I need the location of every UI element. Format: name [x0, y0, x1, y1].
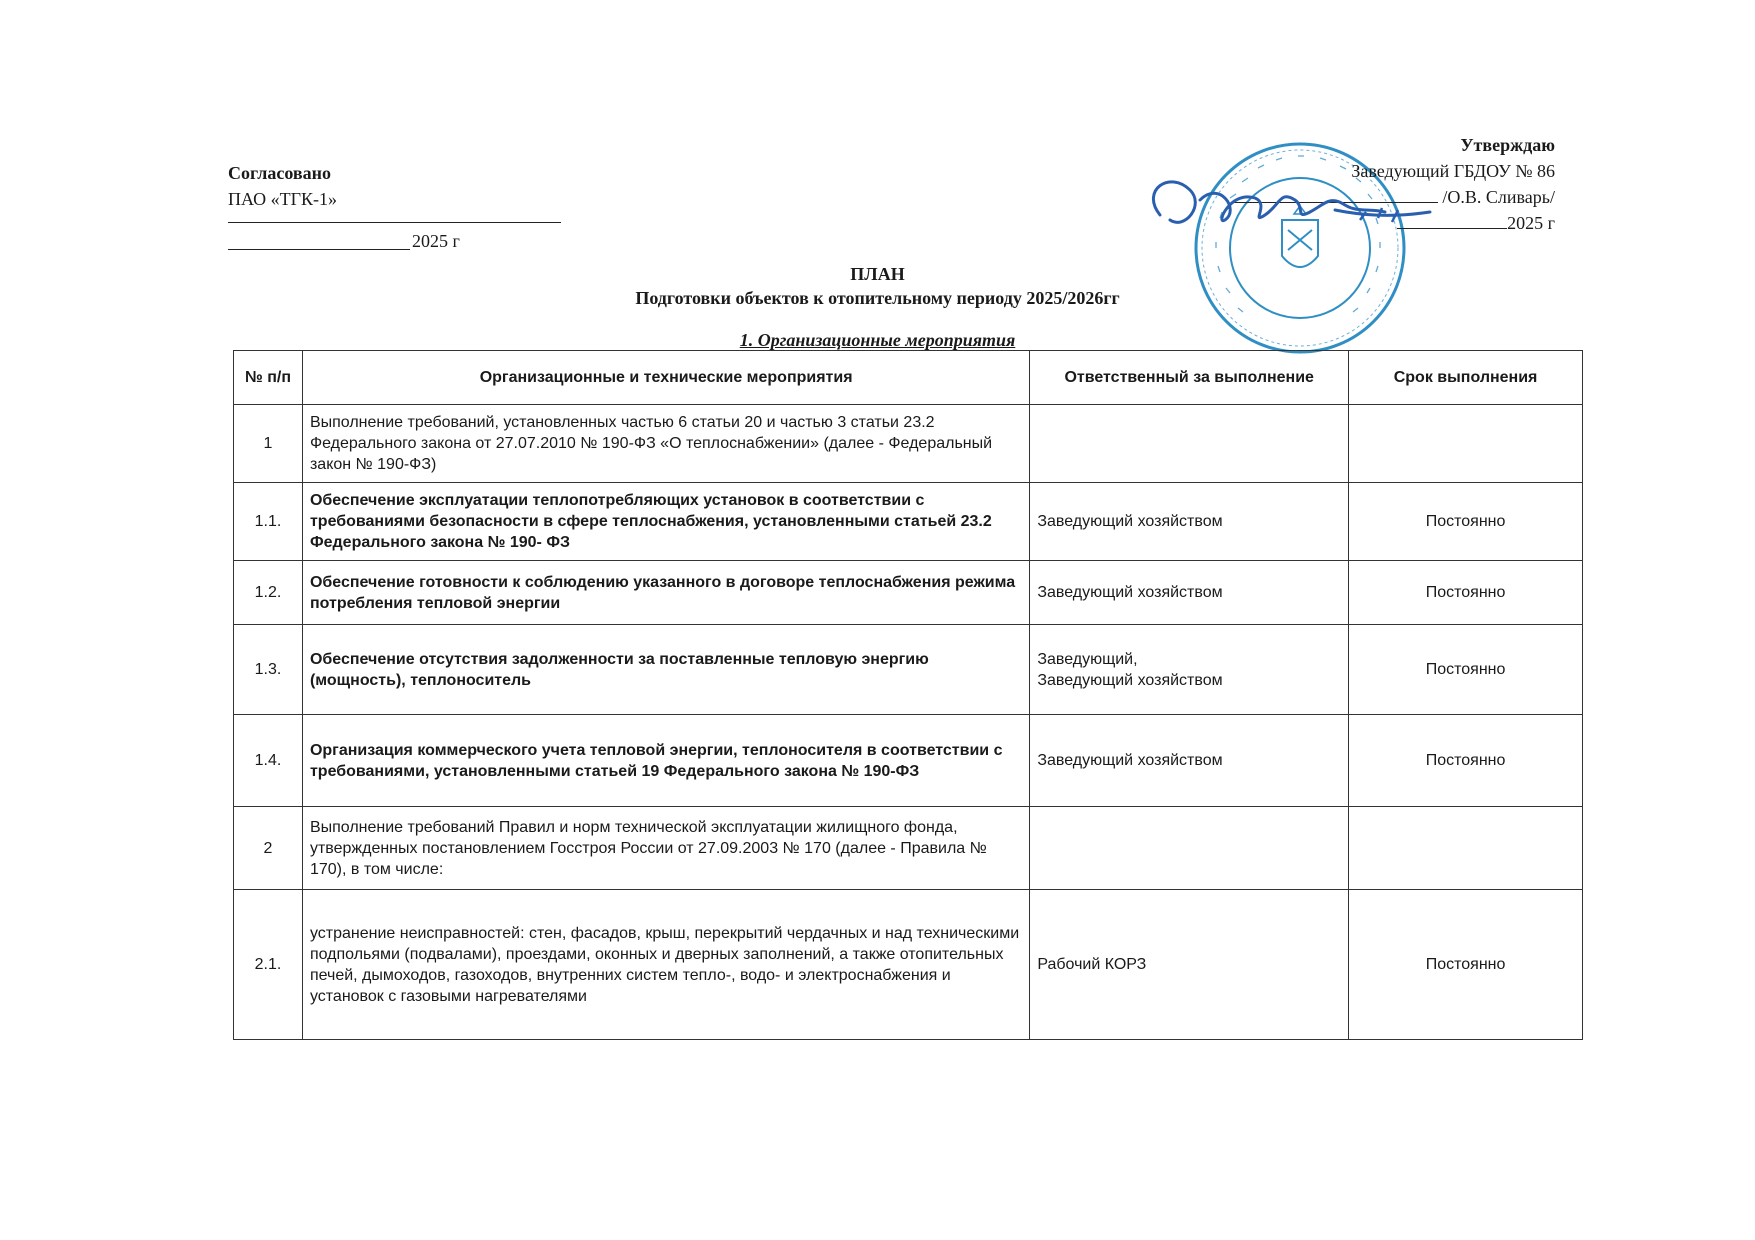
header-num: № п/п — [234, 351, 303, 405]
approved-position: Заведующий ГБДОУ № 86 — [1351, 161, 1555, 181]
approved-title: Утверждаю — [1460, 135, 1555, 155]
row-num: 2.1. — [234, 890, 303, 1040]
row-responsible: Рабочий КОРЗ — [1030, 890, 1349, 1040]
handwritten-signature-icon — [1130, 160, 1460, 260]
header-responsible: Ответственный за выполнение — [1030, 351, 1349, 405]
agreed-date-line — [228, 249, 410, 250]
table-row — [234, 561, 1583, 625]
row-responsible: Заведующий хозяйством — [1030, 483, 1349, 561]
header-activity: Организационные и технические мероприятия — [302, 351, 1029, 405]
row-num: 2 — [234, 807, 303, 890]
row-activity: Выполнение требований Правил и норм технической эксплуатации жилищного фонда, утвержденных постановлением Госстроя России от 27.09.2003 № 170 (далее - Правила № 170), в том числе: — [302, 807, 1029, 890]
row-term: Постоянно — [1349, 715, 1583, 807]
document-title-block — [0, 262, 1755, 310]
row-term: Постоянно — [1349, 890, 1583, 1040]
table-row — [234, 807, 1583, 890]
table-row — [234, 625, 1583, 715]
row-term: Постоянно — [1349, 483, 1583, 561]
row-num: 1 — [234, 405, 303, 483]
row-responsible-line1: Заведующий, — [1037, 650, 1138, 668]
row-responsible: Заведующий хозяйством — [1030, 561, 1349, 625]
row-activity: устранение неисправностей: стен, фасадов, крыш, перекрытий чердачных и над техническими подпольями (подвалами), проездами, оконных и дверных заполнений, а также отопительных печей, дымоходов, газоходов, внутренних систем тепло-, водо- и электроснабжения и установок с газовыми нагревателями — [302, 890, 1029, 1040]
row-activity: Выполнение требований, установленных частью 6 статьи 20 и частью 3 статьи 23.2 Федерального закона от 27.07.2010 № 190-ФЗ «О теплоснабжении» (далее - Федеральный закон № 190-ФЗ) — [302, 405, 1029, 483]
document-subtitle: Подготовки объектов к отопительному периоду 2025/2026гг — [635, 288, 1120, 308]
row-num: 1.1. — [234, 483, 303, 561]
row-num: 1.3. — [234, 625, 303, 715]
row-activity: Обеспечение готовности к соблюдению указанного в договоре теплоснабжения режима потребления тепловой энергии — [302, 561, 1029, 625]
row-responsible: Заведующий хозяйством — [1030, 715, 1349, 807]
row-activity: Обеспечение эксплуатации теплопотребляющих установок в соответствии с требованиями безопасности в сфере теплоснабжения, установленными статьей 23.2 Федерального закона № 190- ФЗ — [302, 483, 1029, 561]
row-activity: Обеспечение отсутствия задолженности за поставленные тепловую энергию (мощность), теплоноситель — [302, 625, 1029, 715]
row-responsible-line2: Заведующий хозяйством — [1037, 671, 1223, 689]
agreed-org: ПАО «ТГК-1» — [228, 189, 338, 209]
agreed-title: Согласовано — [228, 163, 331, 183]
row-responsible — [1030, 625, 1349, 715]
table-row — [234, 715, 1583, 807]
row-num: 1.2. — [234, 561, 303, 625]
row-responsible — [1030, 405, 1349, 483]
row-term: Постоянно — [1349, 561, 1583, 625]
agreed-date: 2025 г — [412, 231, 460, 251]
agreed-signature-line — [228, 222, 561, 223]
table-row — [234, 405, 1583, 483]
row-term — [1349, 807, 1583, 890]
row-term: Постоянно — [1349, 625, 1583, 715]
section-title: 1. Организационные мероприятия — [739, 330, 1016, 350]
table-row — [234, 483, 1583, 561]
approved-signer: /О.В. Сливарь/ — [1442, 187, 1555, 207]
plan-table — [233, 350, 1583, 1040]
row-term — [1349, 405, 1583, 483]
agreed-block — [228, 160, 337, 212]
header-term: Срок выполнения — [1349, 351, 1583, 405]
approved-date: 2025 г — [1507, 213, 1555, 233]
table-row — [234, 890, 1583, 1040]
document-title: ПЛАН — [850, 264, 905, 284]
row-num: 1.4. — [234, 715, 303, 807]
row-activity: Организация коммерческого учета тепловой энергии, теплоносителя в соответствии с требованиями, установленными статьей 19 Федерального закона № 190-ФЗ — [302, 715, 1029, 807]
table-header-row — [234, 351, 1583, 405]
row-responsible — [1030, 807, 1349, 890]
